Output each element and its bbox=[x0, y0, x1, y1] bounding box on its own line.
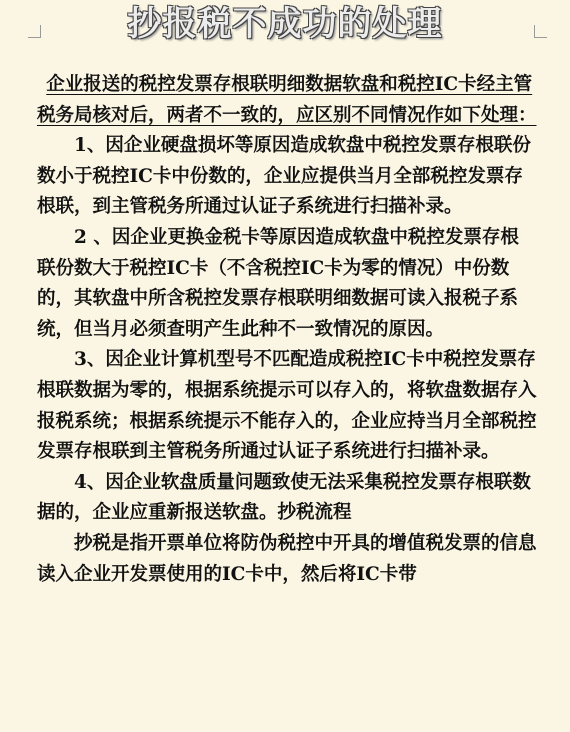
paragraph-1: 1、因企业硬盘损坏等原因造成软盘中税控发票存根联份数小于税控IC卡中份数的，企业应提供当月全部税控发票存根联，到主管税务所通过认证子系统进行扫描补录。 bbox=[37, 135, 531, 218]
paragraph-3: 3、因企业计算机型号不匹配造成税控IC卡中税控发票存根联数据为零的，根据系统提示可以存入的，将软盘数据存入报税系统；根据系统提示不能存入的，企业应持当月全部税控发票存根联到主管税务所通过认证子系统进行扫描补录。 bbox=[37, 349, 537, 463]
paragraph-5: 抄税是指开票单位将防伪税控中开具的增值税发票的信息读入企业开发票使用的IC卡中，然后将IC卡带 bbox=[37, 532, 537, 585]
paragraph-4: 4、因企业软盘质量问题致使无法采集税控发票存根联数据的，企业应重新报送软盘。抄税流程 bbox=[37, 471, 531, 524]
document-body[interactable] bbox=[37, 70, 537, 590]
document-title: 抄报税不成功的处理 bbox=[127, 4, 443, 44]
paragraph-2-text: 2 、因企业更换金税卡等原因造成软盘中税控发票存根联份数大于税控IC卡（不含税控IC卡为零的情况）中份数的，其软盘中所含税控发票存根联明细数据可读入报税子系统，但当月必须查明产生此种不一致情况的原因。 bbox=[37, 226, 519, 340]
intro-paragraph: 企业报送的税控发票存根联明细数据软盘和税控IC卡经主管税务局核对后，两者不一致的，应区别不同情况作如下处理： bbox=[37, 74, 537, 126]
paragraph-2 bbox=[37, 223, 537, 345]
